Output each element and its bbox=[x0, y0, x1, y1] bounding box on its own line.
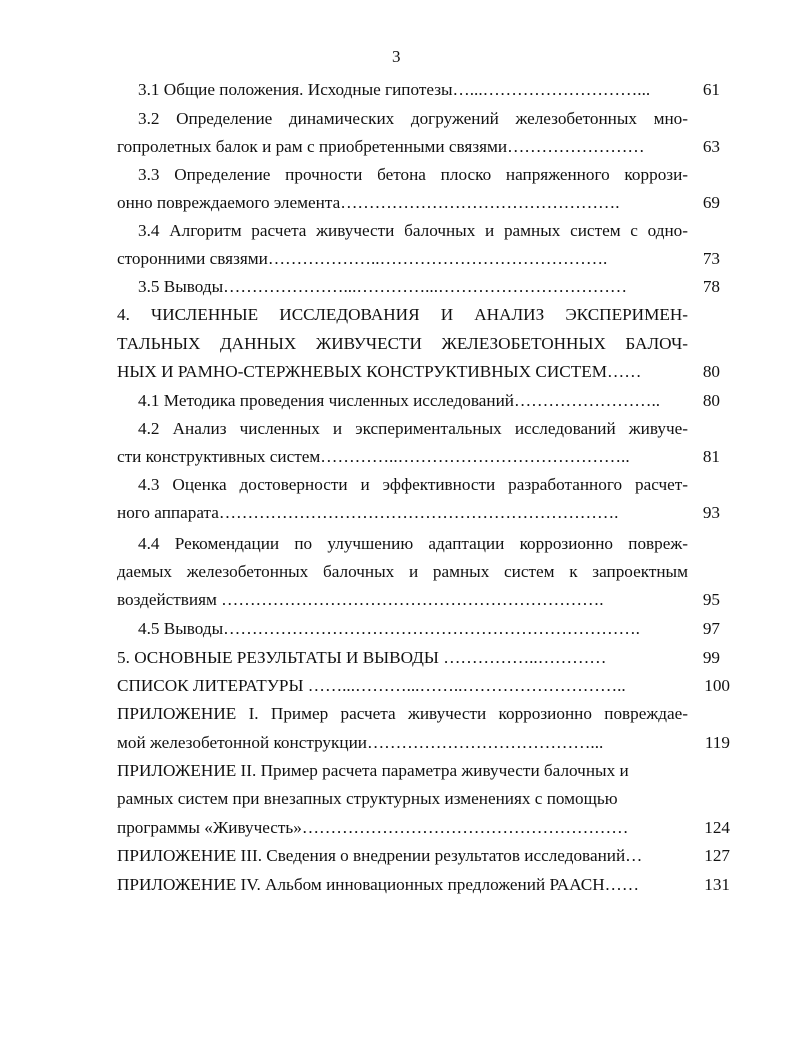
toc-text: ПРИЛОЖЕНИЕ IV. Альбом инновационных предложений РААСН…… bbox=[117, 875, 640, 894]
toc-line bbox=[0, 388, 797, 414]
toc-text: 4.3 Оценка достоверности и эффективности разработанного расчет- bbox=[138, 475, 688, 494]
toc-text: ТАЛЬНЫХ ДАННЫХ ЖИВУЧЕСТИ ЖЕЛЕЗОБЕТОННЫХ БАЛОЧ- bbox=[117, 334, 688, 353]
toc-line bbox=[0, 843, 797, 869]
toc-line bbox=[0, 815, 797, 841]
toc-page: 63 bbox=[702, 137, 720, 156]
page-number: 3 bbox=[392, 47, 401, 66]
toc-text: 3.5 Выводы…………………...…………...…………………………… bbox=[138, 277, 628, 296]
toc-line bbox=[0, 730, 797, 756]
toc-text: программы «Живучесть»………………………………………………… bbox=[117, 818, 629, 837]
toc-text: 3.3 Определение прочности бетона плоско напряженного коррози- bbox=[138, 165, 688, 184]
toc-page: 99 bbox=[702, 648, 720, 667]
toc-text: мой железобетонной конструкции…………………………………... bbox=[117, 733, 604, 752]
toc-page: 100 bbox=[704, 676, 730, 695]
toc-line bbox=[0, 444, 797, 470]
toc-line bbox=[0, 302, 797, 328]
toc-page: 119 bbox=[704, 733, 730, 752]
toc-page: 127 bbox=[704, 846, 730, 865]
toc-line bbox=[0, 416, 797, 442]
toc-page: 78 bbox=[702, 277, 720, 296]
toc-text: даемых железобетонных балочных и рамных систем к запроектным bbox=[117, 562, 688, 581]
toc-text: 3.2 Определение динамических догружений железобетонных мно- bbox=[138, 109, 688, 128]
toc-text: 4.2 Анализ численных и экспериментальных исследований живуче- bbox=[138, 419, 688, 438]
toc-line bbox=[0, 587, 797, 613]
toc-text: 4.1 Методика проведения численных исследований…………………….. bbox=[138, 391, 661, 410]
toc-page: 80 bbox=[702, 391, 720, 410]
toc-text: 4.4 Рекомендации по улучшению адаптации коррозионно повреж- bbox=[138, 534, 688, 553]
toc-text: сторонними связями………………..…………………………………. bbox=[117, 249, 608, 268]
toc-page: 93 bbox=[702, 503, 720, 522]
toc-line bbox=[0, 786, 797, 812]
toc-text: рамных систем при внезапных структурных изменениях с помощью bbox=[117, 789, 618, 808]
toc-line bbox=[0, 162, 797, 188]
toc-line bbox=[0, 190, 797, 216]
toc-page: 95 bbox=[702, 590, 720, 609]
toc-line bbox=[0, 274, 797, 300]
toc-line bbox=[0, 559, 797, 585]
toc-line bbox=[0, 531, 797, 557]
toc-line bbox=[0, 331, 797, 357]
toc-line bbox=[0, 673, 797, 699]
toc-text: онно повреждаемого элемента…………………………………………. bbox=[117, 193, 620, 212]
toc-text: воздействиям …………………………………………………………. bbox=[117, 590, 604, 609]
toc-text: 4. ЧИСЛЕННЫЕ ИССЛЕДОВАНИЯ И АНАЛИЗ ЭКСПЕРИМЕН- bbox=[117, 305, 688, 324]
toc-line bbox=[0, 645, 797, 671]
toc-page: 131 bbox=[704, 875, 730, 894]
toc-text: СПИСОК ЛИТЕРАТУРЫ ……...………...……..……………………….. bbox=[117, 676, 626, 695]
toc-page: 69 bbox=[702, 193, 720, 212]
toc-text: 3.1 Общие положения. Исходные гипотезы…...………………………... bbox=[138, 80, 651, 99]
toc-text: ПРИЛОЖЕНИЕ III. Сведения о внедрении результатов исследований… bbox=[117, 846, 643, 865]
toc-page: 61 bbox=[702, 80, 720, 99]
toc-line bbox=[0, 77, 797, 103]
toc-page: 124 bbox=[704, 818, 730, 837]
toc-line bbox=[0, 472, 797, 498]
toc-line bbox=[0, 246, 797, 272]
toc-text: 3.4 Алгоритм расчета живучести балочных и рамных систем с одно- bbox=[138, 221, 688, 240]
toc-text: ПРИЛОЖЕНИЕ I. Пример расчета живучести коррозионно повреждае- bbox=[117, 704, 688, 723]
toc-line bbox=[0, 218, 797, 244]
toc-line bbox=[0, 701, 797, 727]
toc-line bbox=[0, 872, 797, 898]
toc-page: 81 bbox=[702, 447, 720, 466]
toc-page: 73 bbox=[702, 249, 720, 268]
toc-line bbox=[0, 134, 797, 160]
toc-page: 80 bbox=[702, 362, 720, 381]
toc-page: 97 bbox=[702, 619, 720, 638]
toc-text: сти конструктивных систем…………..………………………………….. bbox=[117, 447, 630, 466]
toc-text: ного аппарата……………………………………………………………. bbox=[117, 503, 619, 522]
toc-text: 4.5 Выводы………………………………………………………………. bbox=[138, 619, 640, 638]
toc-text: гопролетных балок и рам с приобретенными связями…………………… bbox=[117, 137, 645, 156]
toc-line bbox=[0, 758, 797, 784]
toc-text: ПРИЛОЖЕНИЕ II. Пример расчета параметра живучести балочных и bbox=[117, 761, 629, 780]
toc-text: НЫХ И РАМНО-СТЕРЖНЕВЫХ КОНСТРУКТИВНЫХ СИСТЕМ…… bbox=[117, 362, 642, 381]
toc-line bbox=[0, 616, 797, 642]
toc-line bbox=[0, 359, 797, 385]
toc-text: 5. ОСНОВНЫЕ РЕЗУЛЬТАТЫ И ВЫВОДЫ ……………..………… bbox=[117, 648, 607, 667]
toc-line bbox=[0, 106, 797, 132]
toc-line bbox=[0, 500, 797, 526]
